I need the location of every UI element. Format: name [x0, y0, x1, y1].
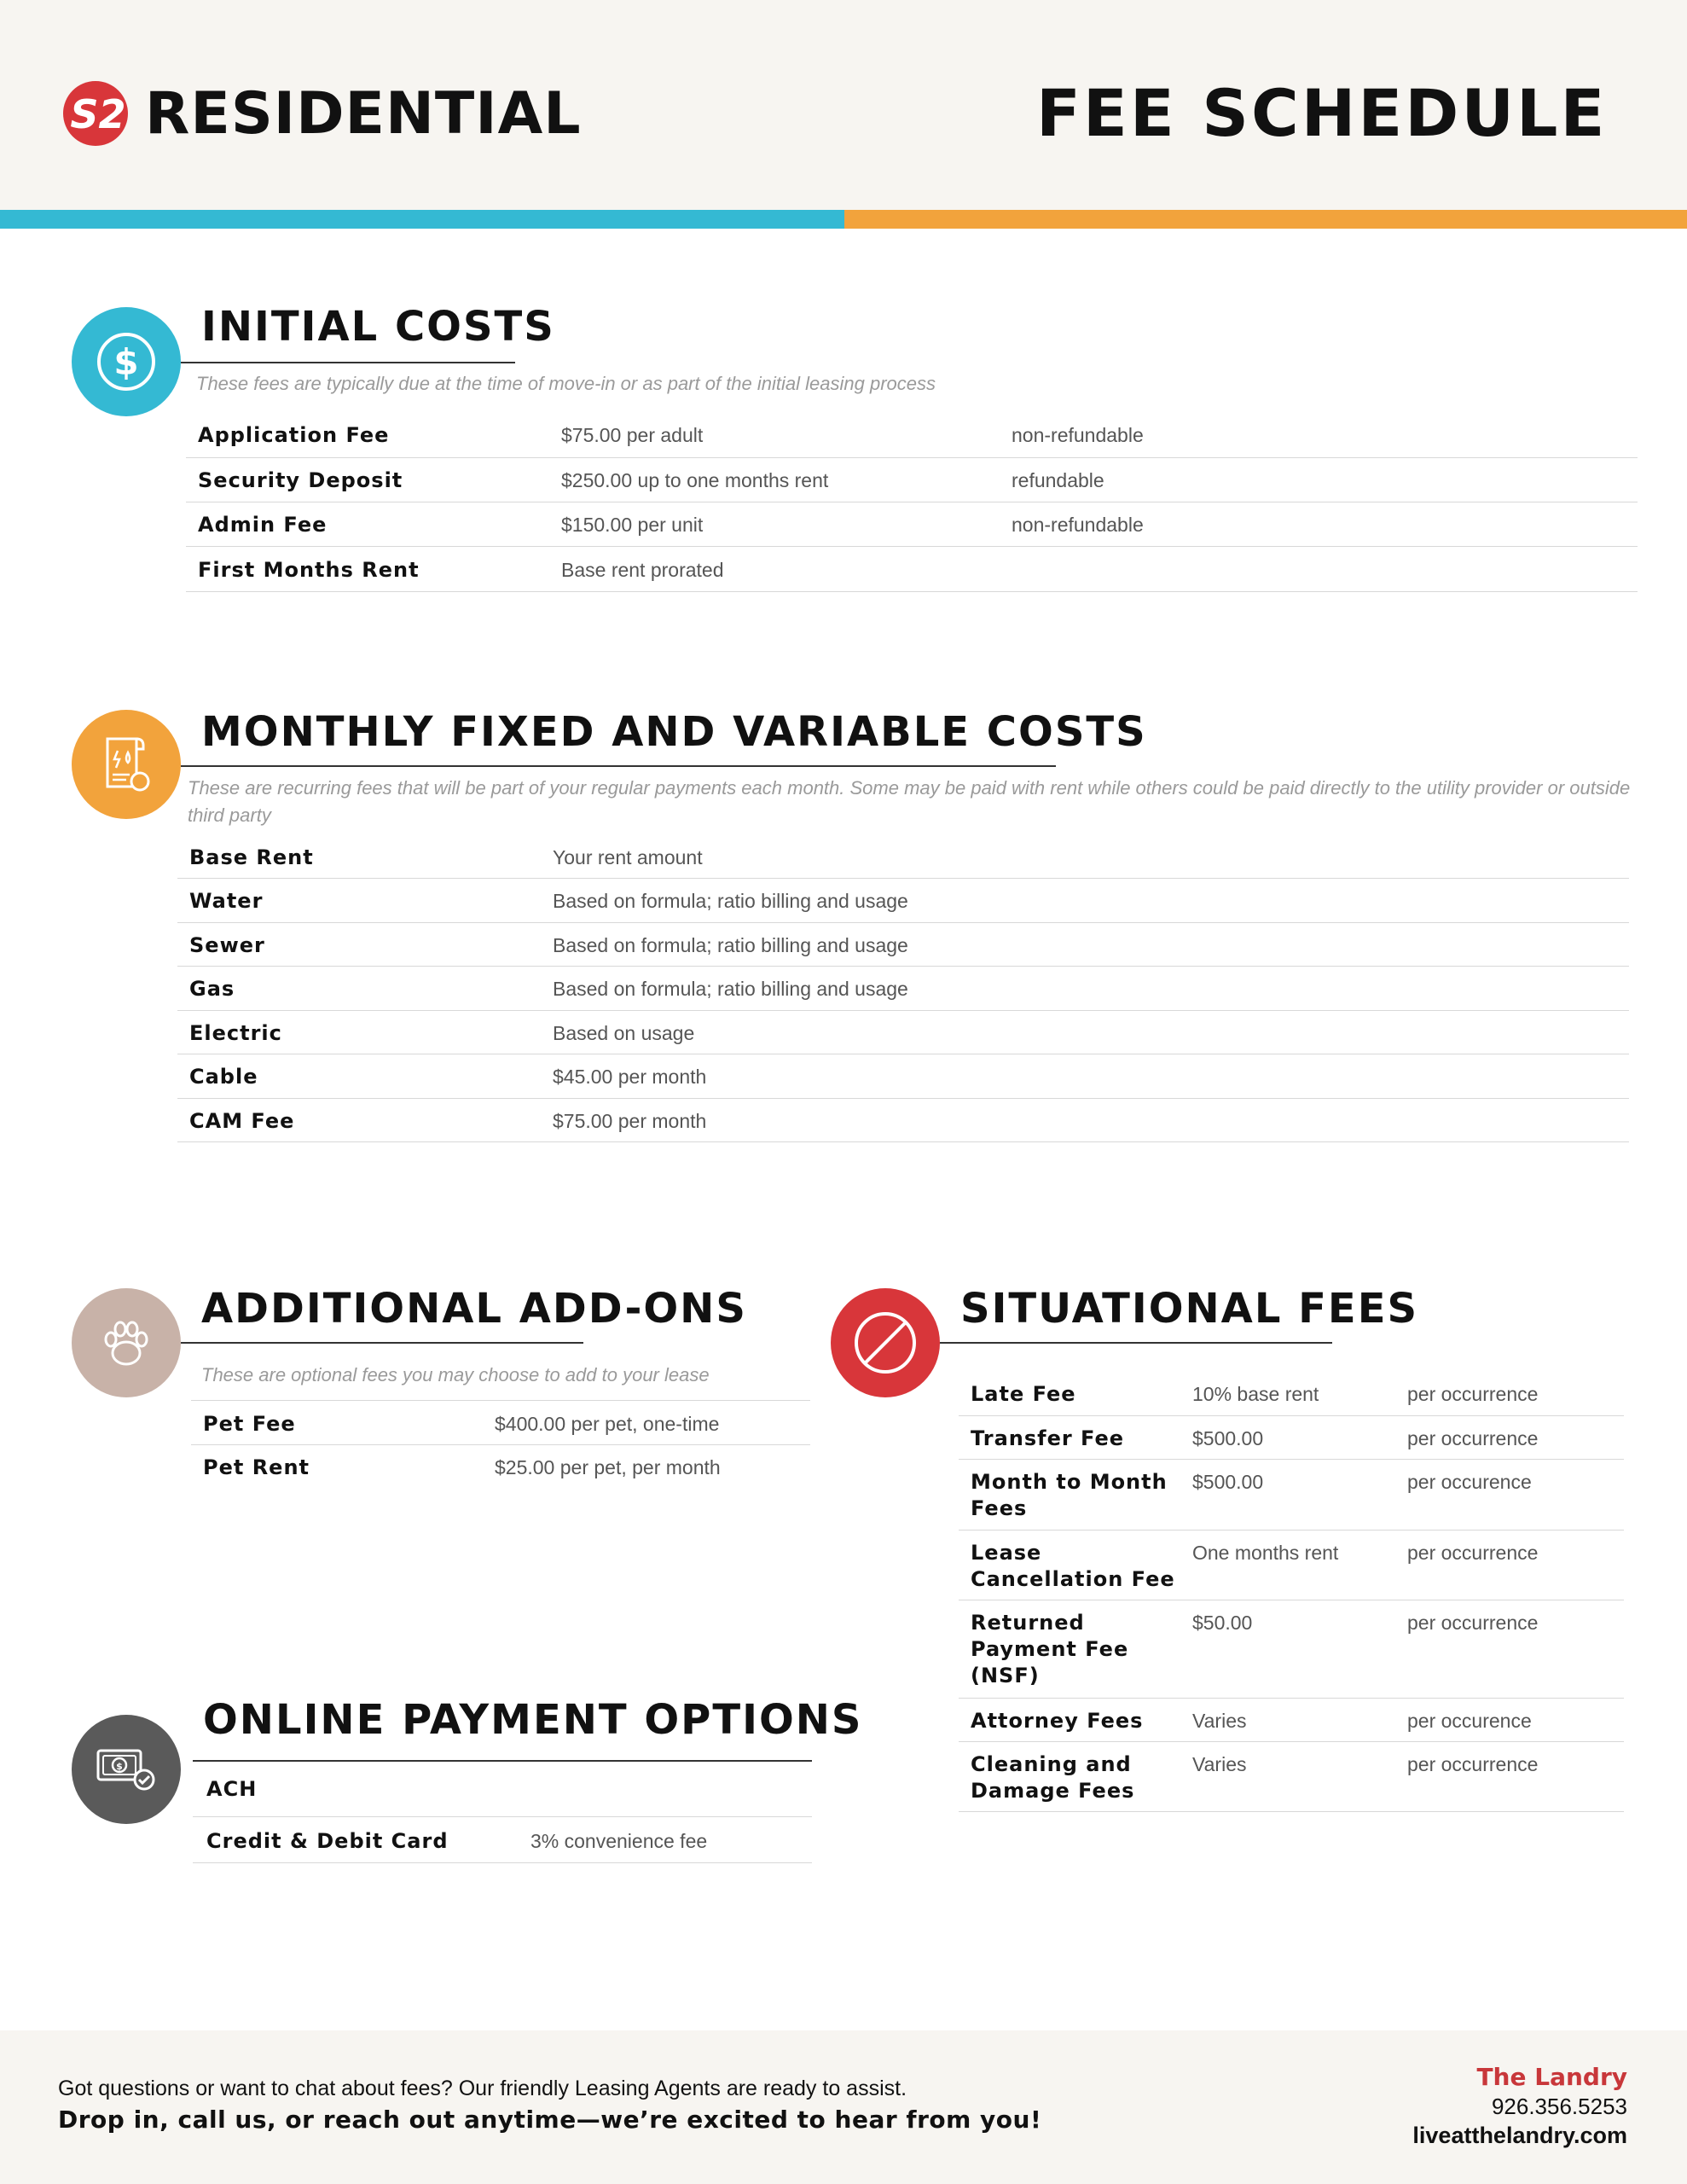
- fee-amount: $400.00 per pet, one-time: [495, 1413, 720, 1435]
- addons-table: [191, 1400, 810, 1490]
- payment-method-label: ACH: [206, 1777, 258, 1801]
- table-row: [177, 923, 1629, 967]
- fee-amount: Based on formula; ratio billing and usage: [553, 934, 908, 956]
- section-rule: [940, 1342, 1332, 1344]
- section-rule: [181, 362, 515, 363]
- table-row: [177, 1011, 1629, 1054]
- fee-note: refundable: [1012, 469, 1104, 491]
- table-row: [959, 1531, 1624, 1600]
- page-title: FEE SCHEDULE: [1036, 75, 1608, 151]
- fee-note: per occurence: [1407, 1710, 1532, 1732]
- table-row: [959, 1370, 1624, 1416]
- fee-amount: $250.00 up to one months rent: [561, 469, 829, 491]
- fee-amount: $45.00 per month: [553, 1066, 707, 1088]
- property-phone[interactable]: 926.356.5253: [1491, 2094, 1627, 2119]
- fee-amount: Based on formula; ratio billing and usage: [553, 978, 908, 1000]
- fee-note: non-refundable: [1012, 424, 1144, 446]
- prohibited-icon: [831, 1288, 940, 1397]
- table-row: [959, 1699, 1624, 1742]
- fee-amount: Based on formula; ratio billing and usage: [553, 890, 908, 912]
- initial-costs-table: [186, 413, 1638, 592]
- fee-label: Application Fee: [198, 423, 390, 447]
- monthly-costs-table: [177, 836, 1629, 1142]
- svg-text:$: $: [116, 1761, 123, 1772]
- table-row: [177, 1054, 1629, 1099]
- dollar-icon: [72, 307, 181, 416]
- property-website-link[interactable]: liveatthelandry.com: [1412, 2123, 1627, 2148]
- fee-label: Cleaning and Damage Fees: [971, 1752, 1135, 1803]
- online-payment-table: [193, 1771, 812, 1863]
- monthly-costs-subtitle: These are recurring fees that will be part of your regular payments each month. Some may be paid with rent while others could be paid directly to the utility provider or outside third party: [188, 777, 1631, 826]
- table-row: [177, 967, 1629, 1011]
- fee-label: Month to Month Fees: [971, 1470, 1168, 1520]
- table-row: [959, 1600, 1624, 1699]
- s2-logo-icon: [61, 77, 135, 150]
- footer-question: Got questions or want to chat about fees? Our friendly Leasing Agents are ready to assist.: [58, 2077, 907, 2100]
- fee-label: Security Deposit: [198, 468, 403, 492]
- fee-label: Pet Rent: [203, 1455, 310, 1479]
- svg-text:S2: S2: [70, 91, 126, 137]
- fee-amount: $25.00 per pet, per month: [495, 1456, 721, 1478]
- fee-amount: $75.00 per month: [553, 1110, 707, 1132]
- online-payment-title: ONLINE PAYMENT OPTIONS: [203, 1696, 863, 1744]
- table-row: [186, 413, 1638, 458]
- table-row: [177, 879, 1629, 923]
- utility-bill-icon: [72, 710, 181, 819]
- fee-note: per occurrence: [1407, 1753, 1539, 1775]
- fee-label: CAM Fee: [189, 1109, 295, 1133]
- fee-amount: Your rent amount: [553, 846, 703, 868]
- fee-label: Sewer: [189, 933, 265, 957]
- fee-label: Admin Fee: [198, 513, 328, 537]
- fee-amount: Varies: [1192, 1753, 1247, 1775]
- situational-title: SITUATIONAL FEES: [960, 1285, 1419, 1333]
- fee-note: per occurrence: [1407, 1427, 1539, 1449]
- fee-label: Lease Cancellation Fee: [971, 1541, 1175, 1591]
- table-row: [177, 836, 1629, 879]
- fee-label: Gas: [189, 977, 235, 1001]
- monthly-costs-title: MONTHLY FIXED AND VARIABLE COSTS: [201, 708, 1147, 756]
- paw-icon: [72, 1288, 181, 1397]
- table-row: [191, 1401, 810, 1445]
- fee-label: Returned Payment Fee (NSF): [971, 1611, 1129, 1687]
- fee-label: Base Rent: [189, 845, 314, 869]
- fee-amount: $500.00: [1192, 1427, 1264, 1449]
- accent-bar-blue: [0, 210, 844, 229]
- footer-cta: Drop in, call us, or reach out anytime—we’re excited to hear from you!: [58, 2106, 1042, 2134]
- fee-amount: 10% base rent: [1192, 1383, 1319, 1405]
- table-row: [186, 547, 1638, 592]
- table-row: [959, 1460, 1624, 1531]
- fee-label: Water: [189, 889, 264, 913]
- fee-note: per occurrence: [1407, 1542, 1539, 1564]
- fee-label: First Months Rent: [198, 558, 420, 582]
- logo-wordmark: RESIDENTIAL: [145, 80, 582, 148]
- table-row: [177, 1099, 1629, 1142]
- fee-amount: Base rent prorated: [561, 559, 724, 581]
- table-row: [959, 1742, 1624, 1812]
- initial-costs-subtitle: These fees are typically due at the time of move-in or as part of the initial leasing process: [196, 373, 936, 394]
- fee-label: Pet Fee: [203, 1412, 296, 1436]
- fee-amount: Based on usage: [553, 1022, 695, 1044]
- section-rule: [181, 1342, 583, 1344]
- fee-label: Electric: [189, 1021, 282, 1045]
- fee-label: Transfer Fee: [971, 1426, 1125, 1450]
- property-name: The Landry: [1476, 2063, 1627, 2091]
- fee-amount: $50.00: [1192, 1612, 1253, 1634]
- table-row: [186, 458, 1638, 502]
- situational-table: [959, 1370, 1624, 1812]
- section-rule: [181, 765, 1056, 767]
- fee-note: per occurrence: [1407, 1612, 1539, 1634]
- fee-label: Late Fee: [971, 1382, 1076, 1406]
- addons-title: ADDITIONAL ADD-ONS: [201, 1285, 747, 1333]
- fee-note: per occurence: [1407, 1471, 1532, 1493]
- table-row: [191, 1445, 810, 1490]
- fee-label: Attorney Fees: [971, 1709, 1144, 1733]
- section-rule: [193, 1760, 812, 1762]
- table-row: [193, 1817, 812, 1863]
- payment-method-label: Credit & Debit Card: [206, 1829, 449, 1853]
- addons-subtitle: These are optional fees you may choose to add to your lease: [201, 1364, 710, 1385]
- fee-amount: $75.00 per adult: [561, 424, 704, 446]
- payment-method-fee: 3% convenience fee: [530, 1830, 708, 1852]
- fee-amount: $500.00: [1192, 1471, 1264, 1493]
- fee-amount: Varies: [1192, 1710, 1247, 1732]
- fee-amount: One months rent: [1192, 1542, 1339, 1564]
- fee-amount: $150.00 per unit: [561, 514, 704, 536]
- payment-icon: [72, 1715, 181, 1824]
- initial-costs-title: INITIAL COSTS: [201, 303, 555, 351]
- table-row: [959, 1416, 1624, 1460]
- svg-text:$: $: [113, 341, 139, 383]
- table-row: [186, 502, 1638, 547]
- accent-bar-orange: [844, 210, 1687, 229]
- fee-note: per occurrence: [1407, 1383, 1539, 1405]
- fee-note: non-refundable: [1012, 514, 1144, 536]
- table-row: [193, 1771, 812, 1817]
- fee-label: Cable: [189, 1065, 258, 1089]
